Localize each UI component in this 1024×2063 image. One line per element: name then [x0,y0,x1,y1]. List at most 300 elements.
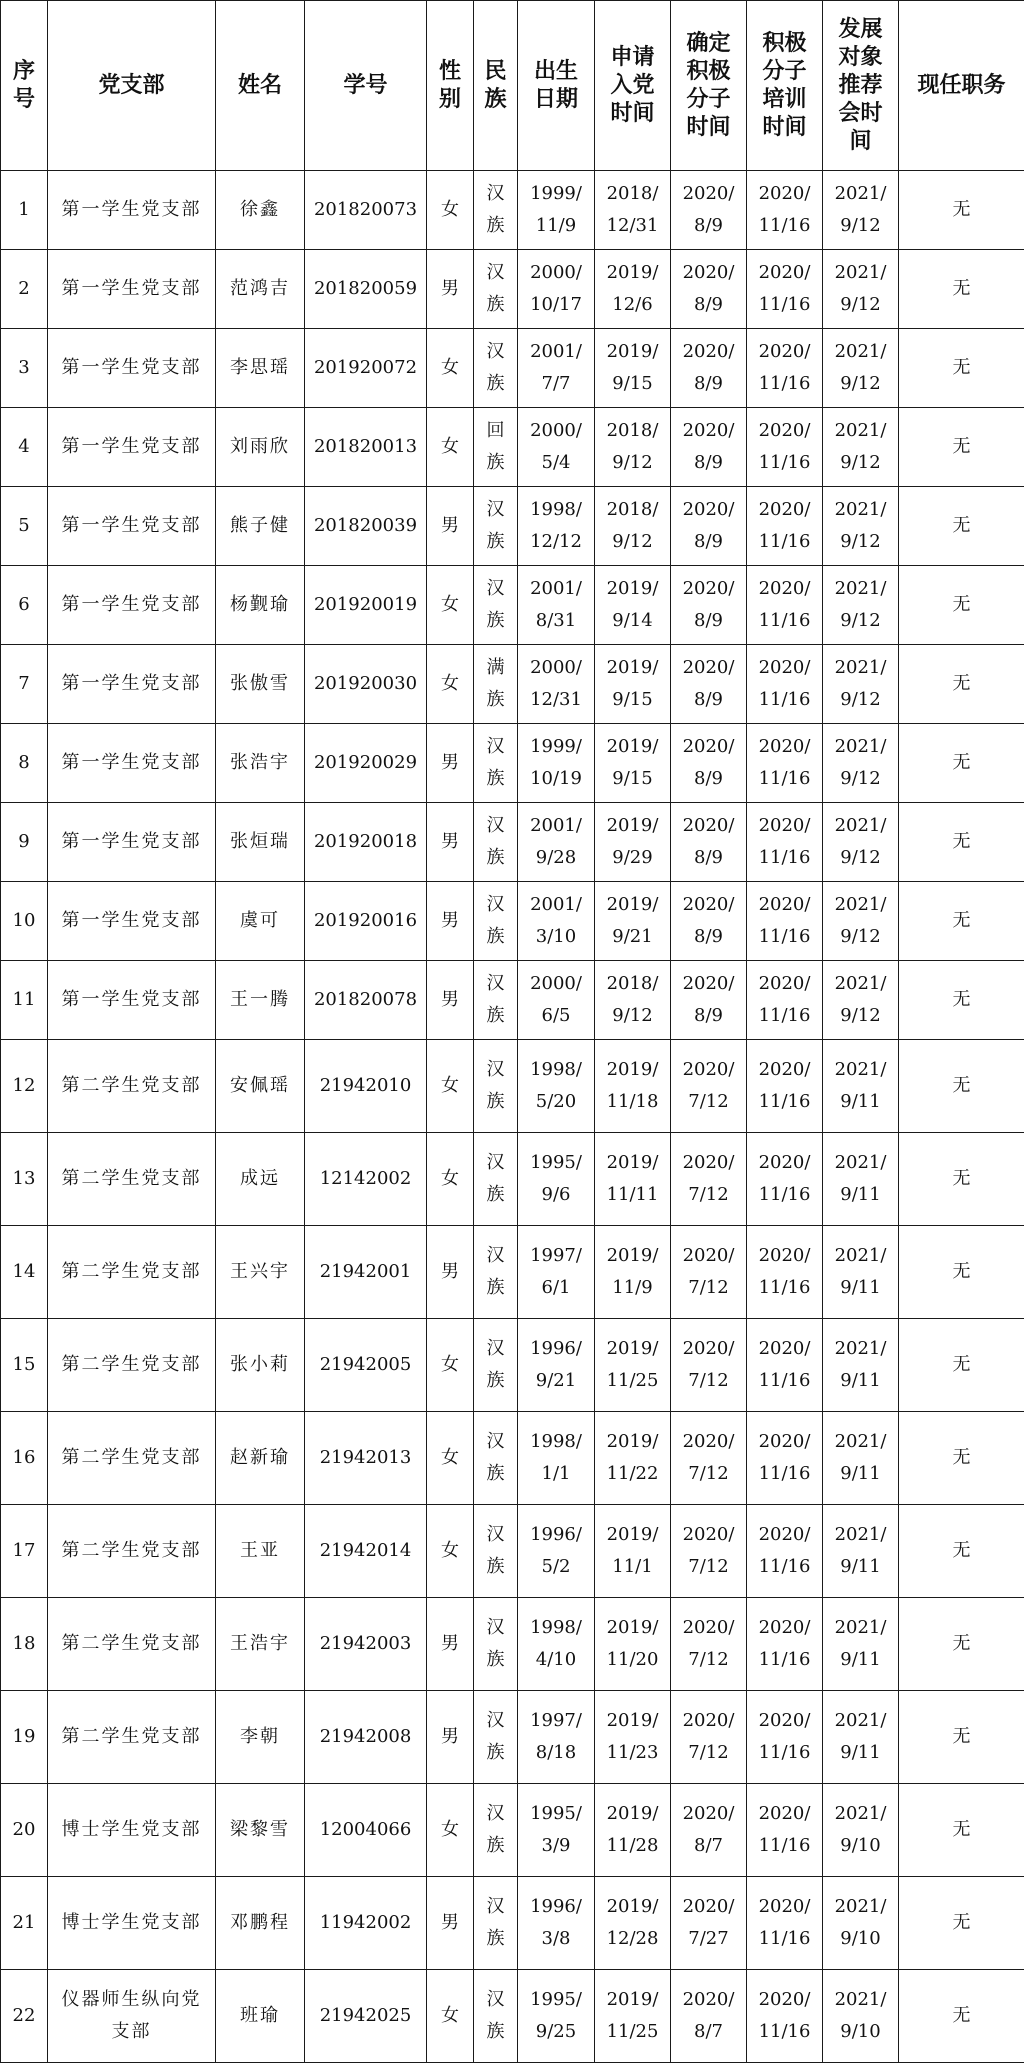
cell-gender: 男 [427,487,474,566]
cell-branch [48,1691,216,1784]
cell-training-date-line: 11/16 [749,1923,820,1955]
cell-training-date [747,882,823,961]
cell-seq: 12 [1,1040,48,1133]
cell-activist-date-line: 2020/ [673,1891,744,1923]
cell-recommend-date-line: 9/10 [825,1923,896,1955]
cell-ethnicity [474,961,518,1040]
cell-recommend-date [823,1970,899,2063]
cell-recommend-date [823,329,899,408]
table-row [1,1319,1024,1412]
cell-activist-date-line: 8/9 [673,210,744,242]
cell-training-date-line: 11/16 [749,1737,820,1769]
header-line: 性 [429,58,471,86]
cell-birth-date-line: 2000/ [520,415,592,447]
header-training-date [747,1,823,171]
cell-birth-date-line: 2001/ [520,336,592,368]
cell-ethnicity-line: 族 [476,1458,515,1490]
cell-ethnicity-line: 汉 [476,731,515,763]
cell-birth-date-line: 1998/ [520,494,592,526]
table-row [1,803,1024,882]
cell-ethnicity [474,724,518,803]
cell-gender: 女 [427,1970,474,2063]
cell-recommend-date-line: 9/11 [825,1458,896,1490]
header-line: 时间 [597,100,668,128]
cell-apply-date [595,329,671,408]
header-line: 积极 [673,58,744,86]
cell-branch [48,487,216,566]
table-row [1,645,1024,724]
cell-activist-date [671,171,747,250]
header-line: 日期 [520,86,592,114]
cell-apply-date-line: 2019/ [597,1147,668,1179]
cell-training-date [747,803,823,882]
cell-birth-date-line: 2001/ [520,573,592,605]
cell-recommend-date-line: 9/12 [825,1000,896,1032]
cell-ethnicity [474,566,518,645]
cell-ethnicity-line: 汉 [476,1705,515,1737]
header-line: 确定 [673,30,744,58]
cell-seq: 21 [1,1877,48,1970]
cell-apply-date [595,724,671,803]
header-line: 间 [825,128,896,156]
cell-gender: 女 [427,329,474,408]
cell-activist-date-line: 2020/ [673,494,744,526]
cell-ethnicity-line: 族 [476,1365,515,1397]
cell-birth-date-line: 5/20 [520,1086,592,1118]
cell-name: 王浩宇 [216,1598,305,1691]
cell-activist-date [671,329,747,408]
cell-birth-date-line: 1996/ [520,1333,592,1365]
cell-apply-date [595,882,671,961]
cell-activist-date-line: 2020/ [673,178,744,210]
cell-training-date [747,329,823,408]
cell-apply-date-line: 2019/ [597,889,668,921]
cell-training-date-line: 2020/ [749,889,820,921]
cell-branch [48,1505,216,1598]
cell-ethnicity-line: 族 [476,2016,515,2048]
header-birth-date [518,1,595,171]
cell-branch [48,882,216,961]
cell-ethnicity-line: 汉 [476,178,515,210]
cell-training-date-line: 2020/ [749,810,820,842]
cell-recommend-date-line: 2021/ [825,1798,896,1830]
header-name [216,1,305,171]
cell-branch [48,1226,216,1319]
cell-gender: 女 [427,1133,474,1226]
cell-birth-date [518,1505,595,1598]
cell-activist-date [671,1691,747,1784]
cell-ethnicity-line: 汉 [476,1798,515,1830]
cell-student-id: 201920018 [305,803,427,882]
cell-recommend-date [823,566,899,645]
cell-training-date-line: 11/16 [749,1000,820,1032]
table-row [1,1133,1024,1226]
cell-branch [48,1319,216,1412]
cell-seq: 9 [1,803,48,882]
cell-apply-date-line: 2019/ [597,1054,668,1086]
cell-activist-date-line: 2020/ [673,1333,744,1365]
cell-apply-date [595,487,671,566]
cell-apply-date-line: 9/15 [597,684,668,716]
cell-training-date-line: 11/16 [749,684,820,716]
cell-recommend-date [823,1319,899,1412]
cell-recommend-date-line: 2021/ [825,1891,896,1923]
cell-recommend-date-line: 9/12 [825,368,896,400]
cell-activist-date-line: 2020/ [673,1612,744,1644]
cell-ethnicity-line: 族 [476,1830,515,1862]
cell-apply-date [595,961,671,1040]
cell-recommend-date [823,1412,899,1505]
cell-training-date-line: 11/16 [749,526,820,558]
table-row [1,329,1024,408]
cell-apply-date [595,250,671,329]
cell-recommend-date [823,1505,899,1598]
cell-activist-date-line: 8/7 [673,1830,744,1862]
cell-ethnicity-line: 回 [476,415,515,447]
cell-seq: 15 [1,1319,48,1412]
header-line: 民 [476,58,515,86]
cell-training-date [747,1877,823,1970]
cell-branch [48,961,216,1040]
cell-position: 无 [899,329,1024,408]
cell-apply-date-line: 11/9 [597,1272,668,1304]
header-line: 入党 [597,72,668,100]
cell-activist-date-line: 7/12 [673,1272,744,1304]
cell-ethnicity-line: 族 [476,1644,515,1676]
cell-student-id: 11942002 [305,1877,427,1970]
cell-training-date-line: 2020/ [749,652,820,684]
cell-training-date-line: 11/16 [749,1179,820,1211]
cell-ethnicity-line: 族 [476,1272,515,1304]
cell-position: 无 [899,724,1024,803]
cell-training-date-line: 2020/ [749,1705,820,1737]
cell-ethnicity [474,1691,518,1784]
cell-ethnicity [474,1505,518,1598]
cell-recommend-date-line: 9/11 [825,1737,896,1769]
cell-position: 无 [899,1877,1024,1970]
cell-gender: 男 [427,1598,474,1691]
cell-training-date-line: 2020/ [749,1240,820,1272]
cell-activist-date-line: 7/12 [673,1737,744,1769]
cell-birth-date-line: 1995/ [520,1798,592,1830]
cell-gender: 女 [427,566,474,645]
cell-gender: 女 [427,1784,474,1877]
cell-birth-date-line: 1999/ [520,178,592,210]
cell-birth-date-line: 1998/ [520,1054,592,1086]
cell-branch-line: 第二学生党支部 [50,1070,213,1102]
cell-ethnicity-line: 汉 [476,1612,515,1644]
cell-apply-date-line: 11/1 [597,1551,668,1583]
cell-activist-date-line: 2020/ [673,652,744,684]
cell-apply-date-line: 2018/ [597,968,668,1000]
cell-recommend-date-line: 2021/ [825,257,896,289]
cell-activist-date-line: 7/12 [673,1644,744,1676]
cell-recommend-date [823,408,899,487]
cell-position: 无 [899,1970,1024,2063]
cell-student-id: 201820013 [305,408,427,487]
cell-recommend-date [823,1226,899,1319]
cell-training-date-line: 11/16 [749,763,820,795]
cell-apply-date [595,1133,671,1226]
cell-seq: 4 [1,408,48,487]
cell-gender: 男 [427,961,474,1040]
cell-birth-date [518,1319,595,1412]
cell-recommend-date [823,961,899,1040]
cell-training-date-line: 11/16 [749,1830,820,1862]
cell-apply-date-line: 2019/ [597,1240,668,1272]
header-position [899,1,1024,171]
cell-birth-date-line: 9/6 [520,1179,592,1211]
cell-apply-date [595,1598,671,1691]
cell-seq: 1 [1,171,48,250]
cell-recommend-date [823,1598,899,1691]
cell-student-id: 21942013 [305,1412,427,1505]
cell-recommend-date-line: 9/12 [825,842,896,874]
cell-birth-date-line: 6/5 [520,1000,592,1032]
cell-branch-line: 第二学生党支部 [50,1535,213,1567]
cell-seq: 16 [1,1412,48,1505]
cell-apply-date [595,1784,671,1877]
cell-training-date-line: 11/16 [749,368,820,400]
cell-activist-date-line: 8/9 [673,526,744,558]
cell-training-date-line: 2020/ [749,573,820,605]
cell-recommend-date-line: 2021/ [825,1426,896,1458]
header-line: 对象 [825,44,896,72]
cell-apply-date [595,1505,671,1598]
cell-name: 王一腾 [216,961,305,1040]
cell-activist-date-line: 8/7 [673,2016,744,2048]
cell-recommend-date-line: 2021/ [825,415,896,447]
cell-student-id: 21942010 [305,1040,427,1133]
cell-branch [48,408,216,487]
header-line: 序 [3,58,45,86]
cell-recommend-date [823,1133,899,1226]
cell-recommend-date-line: 2021/ [825,652,896,684]
cell-branch-line: 第一学生党支部 [50,826,213,858]
cell-recommend-date-line: 9/10 [825,1830,896,1862]
cell-training-date-line: 2020/ [749,731,820,763]
cell-recommend-date-line: 9/12 [825,605,896,637]
cell-activist-date-line: 2020/ [673,1984,744,2016]
cell-recommend-date-line: 9/11 [825,1086,896,1118]
cell-activist-date [671,1040,747,1133]
cell-branch [48,566,216,645]
cell-gender: 男 [427,1691,474,1784]
cell-name: 熊子健 [216,487,305,566]
cell-recommend-date-line: 9/11 [825,1551,896,1583]
cell-name: 李思瑶 [216,329,305,408]
cell-ethnicity-line: 汉 [476,257,515,289]
cell-birth-date-line: 5/4 [520,447,592,479]
cell-ethnicity-line: 汉 [476,1519,515,1551]
cell-apply-date-line: 2019/ [597,1333,668,1365]
cell-student-id: 201920029 [305,724,427,803]
cell-branch-line: 支部 [50,2016,213,2048]
cell-activist-date-line: 2020/ [673,1705,744,1737]
cell-birth-date-line: 1998/ [520,1612,592,1644]
cell-activist-date-line: 8/9 [673,842,744,874]
cell-apply-date [595,1040,671,1133]
cell-training-date-line: 2020/ [749,494,820,526]
cell-apply-date-line: 2019/ [597,1519,668,1551]
cell-branch-line: 第一学生党支部 [50,747,213,779]
cell-birth-date [518,1040,595,1133]
cell-apply-date-line: 11/20 [597,1644,668,1676]
cell-name: 张小莉 [216,1319,305,1412]
cell-apply-date [595,1412,671,1505]
cell-recommend-date [823,1040,899,1133]
cell-position: 无 [899,882,1024,961]
cell-recommend-date-line: 9/11 [825,1179,896,1211]
cell-activist-date-line: 8/9 [673,447,744,479]
header-gender [427,1,474,171]
cell-position: 无 [899,961,1024,1040]
cell-student-id: 21942003 [305,1598,427,1691]
cell-ethnicity [474,1133,518,1226]
cell-position: 无 [899,1226,1024,1319]
cell-birth-date-line: 8/31 [520,605,592,637]
cell-birth-date-line: 2000/ [520,968,592,1000]
cell-recommend-date-line: 9/12 [825,447,896,479]
cell-seq: 11 [1,961,48,1040]
cell-position: 无 [899,1598,1024,1691]
cell-birth-date [518,882,595,961]
header-recommend-date [823,1,899,171]
cell-apply-date-line: 12/6 [597,289,668,321]
cell-ethnicity-line: 族 [476,763,515,795]
cell-position: 无 [899,1784,1024,1877]
cell-recommend-date-line: 9/12 [825,289,896,321]
cell-apply-date-line: 2019/ [597,810,668,842]
cell-branch [48,329,216,408]
cell-branch-line: 第一学生党支部 [50,273,213,305]
cell-training-date [747,408,823,487]
cell-ethnicity-line: 汉 [476,1333,515,1365]
cell-birth-date [518,724,595,803]
header-line: 时间 [749,114,820,142]
cell-apply-date-line: 9/21 [597,921,668,953]
header-line: 分子 [673,86,744,114]
cell-training-date [747,487,823,566]
cell-birth-date [518,1877,595,1970]
cell-recommend-date [823,645,899,724]
cell-apply-date-line: 9/29 [597,842,668,874]
cell-birth-date-line: 9/25 [520,2016,592,2048]
table-row [1,1598,1024,1691]
cell-recommend-date-line: 9/12 [825,763,896,795]
cell-seq: 13 [1,1133,48,1226]
cell-activist-date-line: 2020/ [673,1519,744,1551]
header-line: 姓名 [218,72,302,100]
cell-activist-date-line: 7/27 [673,1923,744,1955]
cell-birth-date-line: 2001/ [520,810,592,842]
cell-birth-date-line: 9/21 [520,1365,592,1397]
cell-activist-date-line: 2020/ [673,257,744,289]
cell-recommend-date-line: 2021/ [825,1519,896,1551]
cell-name: 范鸿吉 [216,250,305,329]
cell-training-date-line: 2020/ [749,1333,820,1365]
cell-activist-date-line: 2020/ [673,1054,744,1086]
table-row [1,171,1024,250]
cell-apply-date-line: 11/11 [597,1179,668,1211]
header-line: 发展 [825,16,896,44]
cell-apply-date [595,1226,671,1319]
cell-apply-date-line: 11/25 [597,1365,668,1397]
cell-activist-date [671,1226,747,1319]
cell-student-id: 201920016 [305,882,427,961]
cell-recommend-date-line: 2021/ [825,1147,896,1179]
cell-activist-date [671,882,747,961]
cell-apply-date [595,1877,671,1970]
cell-activist-date [671,1598,747,1691]
cell-activist-date-line: 2020/ [673,810,744,842]
cell-activist-date-line: 7/12 [673,1086,744,1118]
table-row [1,882,1024,961]
cell-gender: 女 [427,408,474,487]
cell-birth-date-line: 7/7 [520,368,592,400]
cell-branch-line: 第二学生党支部 [50,1721,213,1753]
cell-seq: 19 [1,1691,48,1784]
header-line: 出生 [520,58,592,86]
cell-training-date [747,645,823,724]
cell-birth-date-line: 2000/ [520,257,592,289]
cell-seq: 8 [1,724,48,803]
cell-training-date [747,1970,823,2063]
cell-birth-date-line: 1995/ [520,1147,592,1179]
cell-name: 成远 [216,1133,305,1226]
cell-apply-date-line: 9/15 [597,368,668,400]
header-line: 培训 [749,86,820,114]
cell-activist-date-line: 2020/ [673,1240,744,1272]
cell-recommend-date [823,1784,899,1877]
cell-ethnicity-line: 汉 [476,1054,515,1086]
cell-birth-date-line: 12/31 [520,684,592,716]
cell-gender: 男 [427,803,474,882]
cell-activist-date-line: 8/9 [673,289,744,321]
cell-activist-date [671,1784,747,1877]
cell-apply-date-line: 11/22 [597,1458,668,1490]
cell-position: 无 [899,645,1024,724]
cell-activist-date [671,566,747,645]
cell-apply-date [595,803,671,882]
cell-apply-date-line: 12/31 [597,210,668,242]
cell-apply-date-line: 11/25 [597,2016,668,2048]
cell-ethnicity [474,1040,518,1133]
cell-recommend-date-line: 9/12 [825,684,896,716]
cell-apply-date-line: 2018/ [597,494,668,526]
header-line: 现任职务 [901,72,1022,100]
cell-birth-date-line: 11/9 [520,210,592,242]
cell-birth-date [518,329,595,408]
cell-training-date [747,1505,823,1598]
cell-position: 无 [899,803,1024,882]
table-row [1,566,1024,645]
cell-name: 班瑜 [216,1970,305,2063]
cell-birth-date [518,645,595,724]
cell-branch-line: 博士学生党支部 [50,1814,213,1846]
cell-apply-date-line: 2019/ [597,1426,668,1458]
cell-branch-line: 第一学生党支部 [50,668,213,700]
cell-activist-date [671,1970,747,2063]
cell-recommend-date-line: 2021/ [825,1333,896,1365]
cell-birth-date [518,1970,595,2063]
table-row [1,1784,1024,1877]
cell-activist-date [671,1505,747,1598]
header-row [1,1,1024,171]
cell-birth-date-line: 1997/ [520,1705,592,1737]
cell-ethnicity-line: 族 [476,842,515,874]
cell-recommend-date-line: 2021/ [825,1054,896,1086]
